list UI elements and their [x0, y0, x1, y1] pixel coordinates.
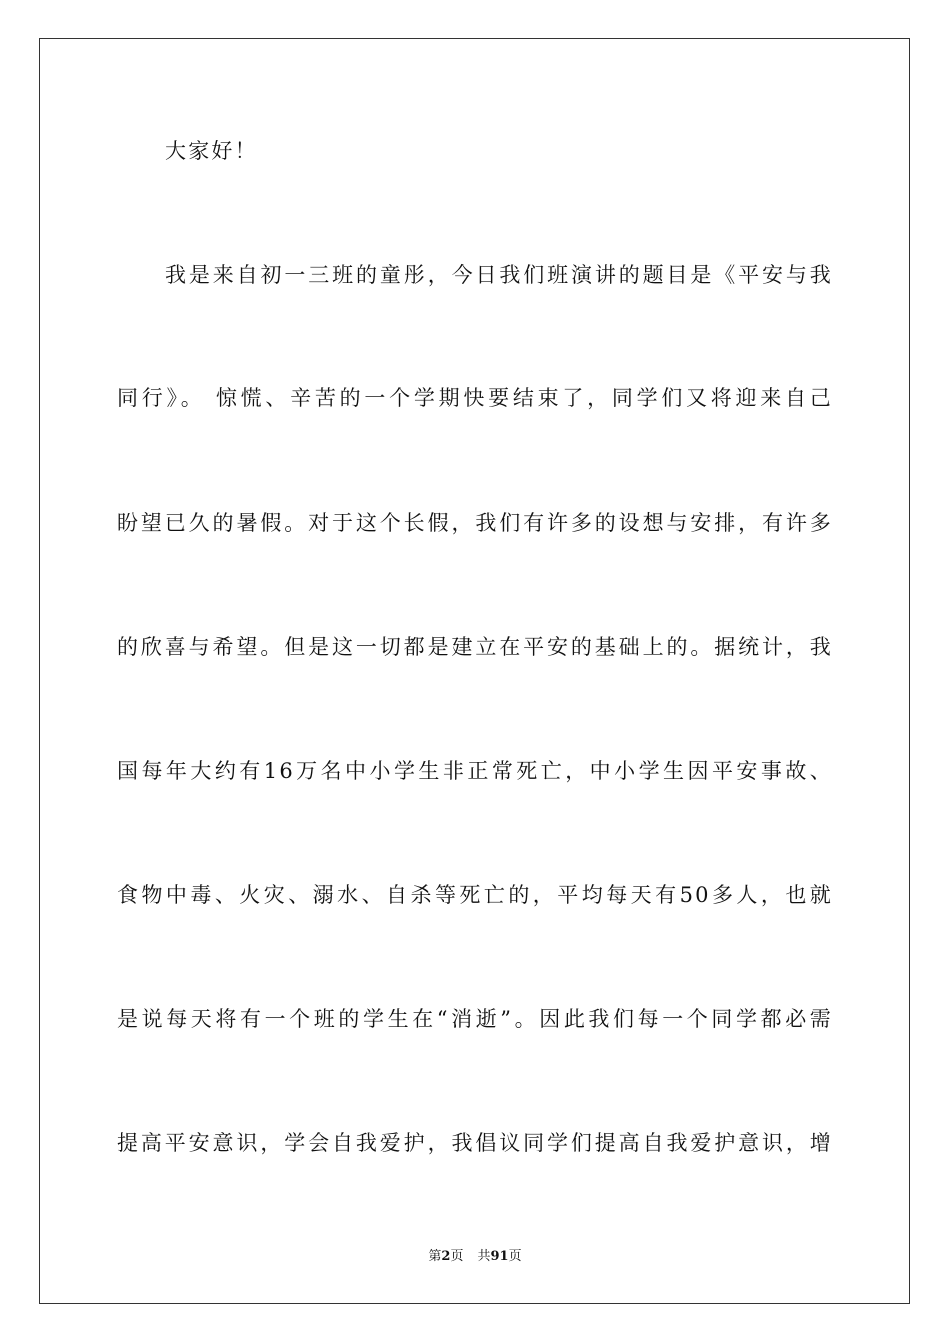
page-footer: [0, 1248, 950, 1266]
body-line-7: 是说每天将有一个班的学生在“消逝”。因此我们每一个同学都必需: [117, 1007, 833, 1031]
body-line-3: 盼望已久的暑假。对于这个长假，我们有许多的设想与安排，有许多: [117, 511, 833, 535]
body-line-2: 同行》。 惊慌、辛苦的一个学期快要结束了，同学们又将迎来自己: [117, 386, 833, 410]
page-suffix: 页: [450, 1249, 464, 1264]
total-suffix: 页: [508, 1249, 522, 1264]
total-prefix: 共: [477, 1249, 491, 1264]
body-line-8: 提高平安意识，学会自我爱护，我倡议同学们提高自我爱护意识，增: [117, 1131, 833, 1155]
page-frame: [39, 38, 910, 1304]
body-line-5: 国每年大约有16万名中小学生非正常死亡，中小学生因平安事故、: [117, 759, 833, 783]
body-line-4: 的欣喜与希望。但是这一切都是建立在平安的基础上的。据统计，我: [117, 635, 833, 659]
greeting-line: 大家好！: [165, 139, 258, 163]
page-number: 2: [441, 1249, 451, 1264]
body-line-6: 食物中毒、火灾、溺水、自杀等死亡的，平均每天有50多人，也就: [117, 883, 833, 907]
total-pages: 91: [490, 1249, 509, 1264]
body-line-1: 我是来自初一三班的童彤，今日我们班演讲的题目是《平安与我: [165, 263, 833, 287]
page-prefix: 第: [428, 1249, 442, 1264]
